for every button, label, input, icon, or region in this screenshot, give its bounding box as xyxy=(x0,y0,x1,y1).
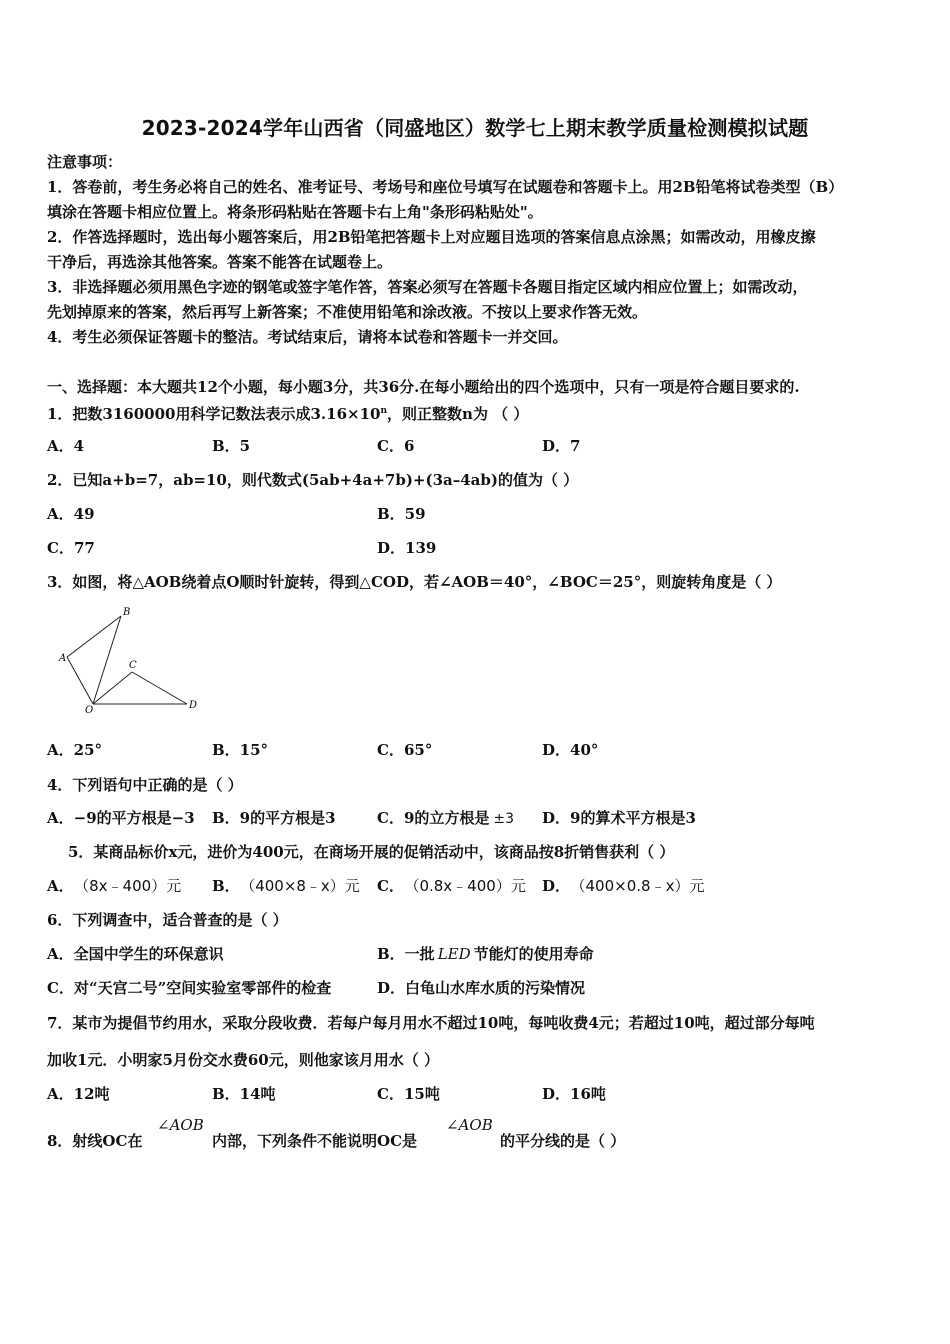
page-title: 2023-2024学年山西省（同盛地区）数学七上期末教学质量检测模拟试题 xyxy=(141,116,809,140)
q8-angle-2: ∠AOB xyxy=(446,1116,493,1134)
notice-line: 1．答卷前，考生务必将自己的姓名、准考证号、考场号和座位号填写在试题卷和答题卡上。用2B铅笔将试卷类型（B） xyxy=(47,178,844,196)
q3-option-c: C．65° xyxy=(377,741,433,759)
notice-line: 3．非选择题必须用黑色字迹的钢笔或签字笔作答，答案必须写在答题卡各题目指定区域内相应位置上；如需改动， xyxy=(47,278,808,296)
segment-ab xyxy=(67,616,121,657)
q6-option-c: C．对“天宫二号”空间实验室零部件的检查 xyxy=(47,979,332,997)
q5-option-a-label: A． xyxy=(47,877,74,895)
question-7-line-2: 加收1元．小明家5月份交水费60元，则他家该月用水（ ） xyxy=(47,1051,439,1069)
q5-option-c xyxy=(377,876,526,896)
label-a: A xyxy=(59,653,67,664)
rotation-figure xyxy=(55,605,205,715)
segment-cd xyxy=(132,672,187,704)
q7-option-a: A．12吨 xyxy=(47,1085,110,1103)
q1-stem-b: ，则正整数n为 （ ） xyxy=(387,405,529,423)
segment-bo xyxy=(93,616,121,704)
q5-option-c-label: C． xyxy=(377,877,404,895)
notice-line: 4．考生必须保证答题卡的整洁。考试结束后，请将本试卷和答题卡一并交回。 xyxy=(47,328,568,346)
q4-option-c-text: C．9的立方根是 xyxy=(377,809,490,827)
q6-option-b-math: LED xyxy=(437,945,471,963)
q7-option-c: C．15吨 xyxy=(377,1085,440,1103)
q1-exponent: n xyxy=(380,406,388,416)
q4-option-b: B．9的平方根是3 xyxy=(212,809,336,827)
q5-option-b-expr: （400×8﹣x）元 xyxy=(247,877,360,895)
q3-option-a: A．25° xyxy=(47,741,103,759)
q5-option-b-label: B． xyxy=(212,877,240,895)
question-4: 4．下列语句中正确的是（ ） xyxy=(47,776,243,794)
q6-option-b-text: B．一批 xyxy=(377,945,435,963)
question-2: 2．已知a+b=7，ab=10，则代数式(5ab+4a+7b)+(3a–4ab)的值为（ ） xyxy=(47,471,579,489)
notice-line: 2．作答选择题时，选出每小题答案后，用2B铅笔把答题卡上对应题目选项的答案信息点涂黑；如需改动，用橡皮擦 xyxy=(47,228,816,246)
q8-part-3: 的平分线的是（ ） xyxy=(500,1132,626,1150)
q2-option-d: D．139 xyxy=(377,539,437,557)
q6-option-b xyxy=(377,944,594,964)
question-1 xyxy=(47,401,528,424)
q2-option-b: B．59 xyxy=(377,505,426,523)
q8-part-1: 8．射线OC在 xyxy=(47,1132,143,1150)
notice-heading: 注意事项： xyxy=(47,153,123,171)
q1-stem-a: 1．把数3160000用科学记数法表示成3.16×10 xyxy=(47,405,381,423)
notice-line: 先划掉原来的答案，然后再写上新答案；不准使用铅笔和涂改液。不按以上要求作答无效。 xyxy=(47,303,648,321)
q1-option-c: C．6 xyxy=(377,437,415,455)
label-o: O xyxy=(85,705,94,715)
notice-line: 干净后，再选涂其他答案。答案不能答在试题卷上。 xyxy=(47,253,393,271)
q4-option-d: D．9的算术平方根是3 xyxy=(542,809,696,827)
q4-option-a: A．−9的平方根是−3 xyxy=(47,809,195,827)
segment-oc xyxy=(93,672,132,704)
q5-option-d xyxy=(542,876,704,896)
q5-option-d-label: D． xyxy=(542,877,571,895)
q2-option-a: A．49 xyxy=(47,505,95,523)
q5-option-a-expr: （8x﹣400）元 xyxy=(81,877,182,895)
q3-option-d: D．40° xyxy=(542,741,599,759)
q5-option-a xyxy=(47,876,181,896)
q3-option-b: B．15° xyxy=(212,741,269,759)
question-6: 6．下列调查中，适合普查的是（ ） xyxy=(47,911,288,929)
q4-option-c-math: ±3 xyxy=(493,811,515,827)
q5-option-b xyxy=(212,876,360,896)
q5-option-c-expr: （0.8x﹣400）元 xyxy=(411,877,526,895)
question-5: 5．某商品标价x元，进价为400元，在商场开展的促销活动中，该商品按8折销售获利（ ） xyxy=(68,843,675,861)
label-b: B xyxy=(123,607,131,618)
q7-option-b: B．14吨 xyxy=(212,1085,276,1103)
q6-option-d: D．白龟山水库水质的污染情况 xyxy=(377,979,586,997)
question-7-line-1: 7．某市为提倡节约用水，采取分段收费．若每户每月用水不超过10吨，每吨收费4元；若超过10吨，超过部分每吨 xyxy=(47,1014,815,1032)
q7-option-d: D．16吨 xyxy=(542,1085,606,1103)
q4-option-c xyxy=(377,808,514,829)
q6-option-a: A．全国中学生的环保意识 xyxy=(47,945,224,963)
q1-option-b: B．5 xyxy=(212,437,251,455)
question-3: 3．如图，将△AOB绕着点O顺时针旋转，得到△COD，若∠AOB＝40°，∠BOC＝25°，则旋转角度是（ ） xyxy=(47,573,782,591)
section-heading: 一、选择题：本大题共12个小题，每小题3分，共36分.在每小题给出的四个选项中，只有一项是符合题目要求的. xyxy=(47,378,800,396)
label-c: C xyxy=(129,660,137,671)
q8-angle-1: ∠AOB xyxy=(157,1116,204,1134)
q1-option-a: A．4 xyxy=(47,437,85,455)
segment-ao xyxy=(67,657,93,704)
q6-option-b-tail: 节能灯的使用寿命 xyxy=(473,945,594,963)
q5-option-d-expr: （400×0.8﹣x）元 xyxy=(578,877,705,895)
label-d: D xyxy=(189,700,198,711)
notice-line: 填涂在答题卡相应位置上。将条形码粘贴在答题卡右上角"条形码粘贴处"。 xyxy=(47,203,543,221)
q2-option-c: C．77 xyxy=(47,539,95,557)
q1-option-d: D．7 xyxy=(542,437,581,455)
q8-part-2: 内部，下列条件不能说明OC是 xyxy=(212,1132,418,1150)
